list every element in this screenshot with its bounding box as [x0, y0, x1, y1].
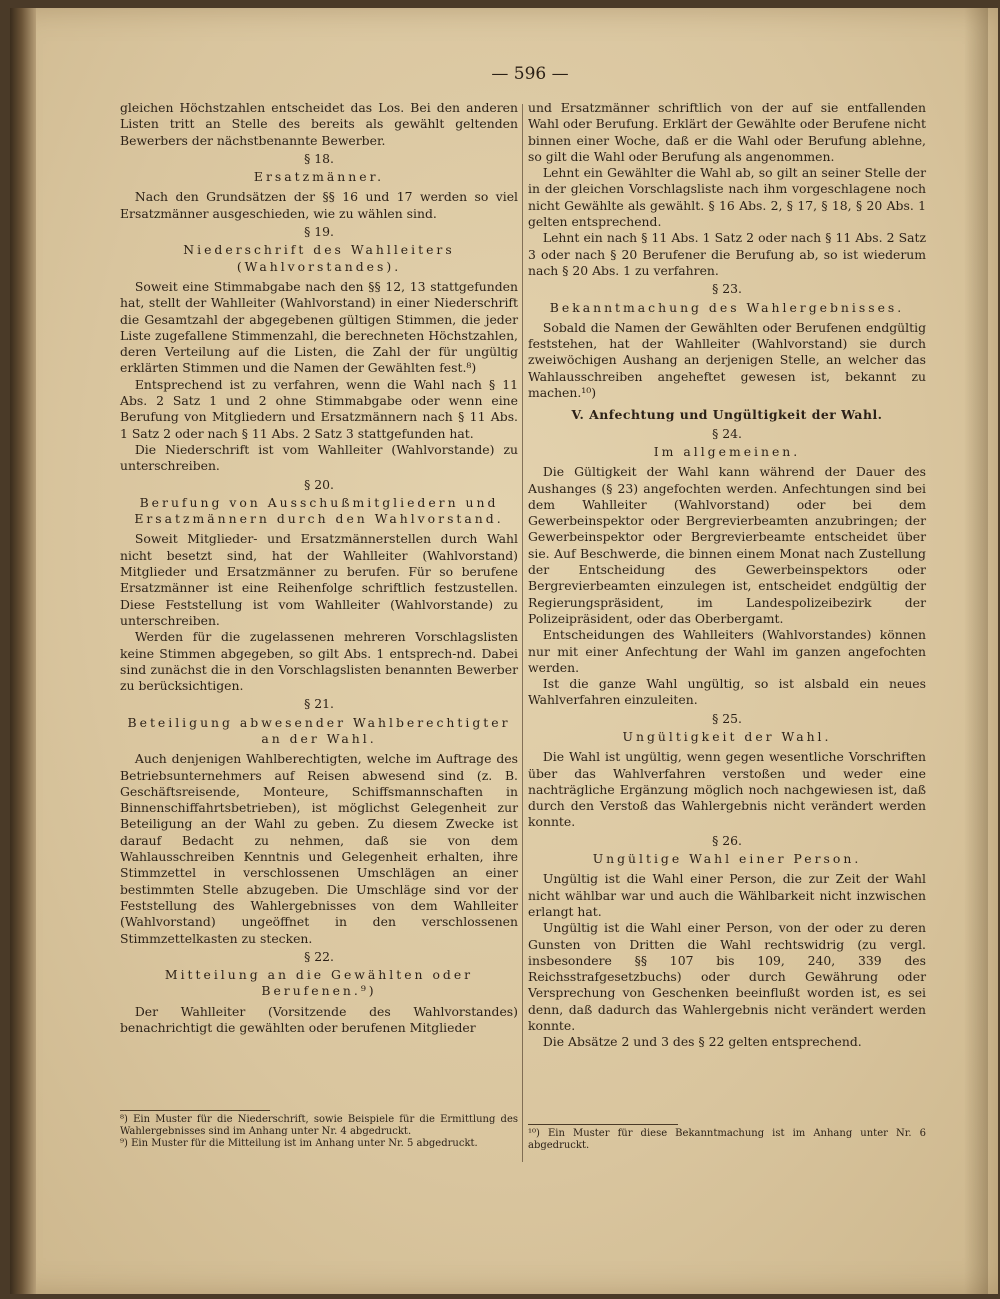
paragraph: Nach den Grundsätzen der §§ 16 und 17 werden so viel Ersatzmänner ausgeschieden, wie zu wählen sind. [120, 189, 518, 221]
binding-gutter [10, 8, 36, 1294]
paragraph: Soweit Mitglieder- und Ersatzmännerstellen durch Wahl nicht besetzt sind, hat der Wahlleiter (Wahlvorstand) Mitglieder und Ersatzmänner zu berufen. Für so berufene Ersatzmänner ist eine Reihenfolge schriftlich festzustellen. Diese Feststellung ist vom Wahlleiter (Wahlvorstande) zu unterschreiben. [120, 531, 518, 628]
column-divider [522, 104, 523, 1162]
paragraph: gleichen Höchstzahlen entscheidet das Los. Bei den anderen Listen tritt an Stelle des bereits als gewählt geltenden Bewerbers der nächstbenannte Bewerber. [120, 100, 518, 148]
paragraph: Entsprechend ist zu verfahren, wenn die Wahl nach § 11 Abs. 2 Satz 1 und 2 ohne Stimmabgabe oder wenn eine Berufung von Mitgliedern und Ersatzmännern nach § 11 Abs. 1 Satz 2 oder nach § 11 Abs. 2 Satz 3 stattgefunden hat. [120, 376, 518, 441]
paragraph: Entscheidungen des Wahlleiters (Wahlvorstandes) können nur mit einer Anfechtung der Wahl im ganzen angefochten werden. [528, 627, 926, 675]
footnote: ⁸) Ein Muster für die Niederschrift, sowie Beispiele für die Ermittlung des Wahlergebnisses sind im Anhang unter Nr. 4 abgedruckt. [120, 1114, 518, 1137]
paragraph: Die Wahl ist ungültig, wenn gegen wesentliche Vorschriften über das Wahlverfahren verstoßen und weder eine nachträgliche Ergänzung möglich noch nachgewiesen ist, daß durch den Verstoß das Wahlergebnis nicht verändert werden konnte. [528, 749, 926, 830]
left-footnotes [120, 1106, 518, 1150]
section-number: § 23. [712, 281, 742, 297]
right-column [528, 100, 926, 1051]
footnote-rule [528, 1124, 678, 1125]
paragraph: Die Niederschrift ist vom Wahlleiter (Wahlvorstande) zu unterschreiben. [120, 441, 518, 474]
paragraph: Ist die ganze Wahl ungültig, so ist alsbald ein neues Wahlverfahren einzuleiten. [528, 676, 926, 708]
section-heading: Ungültigkeit der Wahl. [622, 728, 832, 744]
section-number: § 26. [712, 832, 742, 848]
paragraph: Auch denjenigen Wahlberechtigten, welche im Auftrage des Betriebsunternehmers auf Reisen abwesend sind (z. B. Geschäftsreisende, Monteure, Schiffsmannschaften in Binnenschiffahrtsbetrieben), ist möglichst Gelegenheit zur Beteiligung an der Wahl zu geben. Zu diesem Zwecke ist darauf Bedacht zu nehmen, daß sie von dem Wahlausschreiben Kenntnis und Gelegenheit erhalten, ihre Stimmzettel in verschlossenen Umschlägen an einer bestimmten Stelle abzugeben. Die Umschläge sind vor der Feststellung des Wahlergebnisses von dem Wahlleiter (Wahlvorstand) ungeöffnet in den verschlossenen Stimmzettelkasten zu stecken. [120, 751, 518, 946]
page-edge-shadow [964, 8, 988, 1294]
section-heading: Mitteilung an die Gewählten oder Berufenen.⁹) [164, 967, 474, 999]
paragraph: Sobald die Namen der Gewählten oder Berufenen endgültig feststehen, hat der Wahlleiter (Wahlvorstand) sie durch zweiwöchigen Aushang an derjenigen Stelle, an welcher das Wahlausschreiben angeheftet gewesen ist, bekannt zu machen.¹⁰) [528, 319, 926, 401]
section-number: § 25. [712, 710, 742, 726]
section-number: § 20. [304, 476, 334, 492]
section-heading: Ungültige Wahl einer Person. [592, 851, 862, 867]
section-heading: Ersatzmänner. [253, 169, 385, 185]
paragraph: Soweit eine Stimmabgabe nach den §§ 12, 13 stattgefunden hat, stellt der Wahlleiter (Wahlvorstand) in einer Niederschrift die Gesamtzahl der abgegebenen gültigen Stimmen, die jeder Liste zugefallene Stimmenzahl, die berechneten Höchstzahlen, deren Verteilung auf die Listen, die Zahl der für ungültig erklärten Stimmen und die Namen der Gewählten fest.⁸) [120, 278, 518, 376]
section-heading: Niederschrift des Wahlleiters (Wahlvorstandes). [183, 242, 455, 274]
page-number: — 596 — [491, 64, 569, 84]
section-heading: Beteiligung abwesender Wahlberechtigter an der Wahl. [127, 714, 511, 746]
chapter-heading: V. Anfechtung und Ungültigkeit der Wahl. [571, 407, 883, 423]
section-heading: Berufung von Ausschußmitgliedern und Ersatzmännern durch den Wahlvorstand. [134, 494, 504, 527]
paragraph: Werden für die zugelassenen mehreren Vorschlagslisten keine Stimmen abgegeben, so gilt Abs. 1 entsprech-nd. Dabei sind zunächst die in den Vorschlagslisten benannten Bewerber zu berücksichtigen. [120, 629, 518, 694]
section-number: § 24. [712, 425, 742, 441]
footnote: ¹⁰) Ein Muster für diese Bekanntmachung ist im Anhang unter Nr. 6 abgedruckt. [528, 1128, 926, 1151]
section-number: § 22. [304, 948, 334, 964]
left-column [120, 100, 518, 1036]
section-heading: Bekanntmachung des Wahlergebnisses. [549, 299, 905, 315]
paragraph: Lehnt ein nach § 11 Abs. 1 Satz 2 oder nach § 11 Abs. 2 Satz 3 oder nach § 20 Berufener die Berufung ab, so ist wiederum nach § 20 Abs. 1 zu verfahren. [528, 230, 926, 278]
footnote: ⁹) Ein Muster für die Mitteilung ist im Anhang unter Nr. 5 abgedruckt. [120, 1138, 478, 1149]
section-number: § 21. [304, 696, 334, 712]
section-number: § 18. [304, 150, 334, 166]
paragraph: und Ersatzmänner schriftlich von der auf sie entfallenden Wahl oder Berufung. Erklärt der Gewählte oder Berufene nicht binnen einer Woche, daß er die Wahl oder Berufung ablehne, so gilt die Wahl oder Berufung als angenommen. [528, 100, 926, 164]
paragraph: Die Absätze 2 und 3 des § 22 gelten entsprechend. [542, 1034, 862, 1050]
paragraph: Die Gültigkeit der Wahl kann während der Dauer des Aushanges (§ 23) angefochten werden. Anfechtungen sind bei dem Wahlleiter (Wahlvorstand) oder bei dem Gewerbeinspektor oder Bergrevierbeamten anzubringen; der Gewerbeinspektor oder Bergrevierbeamte entscheidet über sie. Auf Beschwerde, die binnen einem Monat nach Zustellung der Entscheidung des Gewerbeinspektors oder Bergrevierbeamten einzulegen ist, entscheidet endgültig der Regierungspräsident, im Landespolizeibezirk der Polizeipräsident, oder das Oberbergamt. [528, 464, 926, 626]
section-number: § 19. [304, 224, 334, 240]
paragraph: Ungültig ist die Wahl einer Person, die zur Zeit der Wahl nicht wählbar war und auch die Wählbarkeit nicht inzwischen erlangt hat. [528, 871, 926, 919]
right-footnotes [528, 1120, 926, 1152]
paragraph: Lehnt ein Gewählter die Wahl ab, so gilt an seiner Stelle der in der gleichen Vorschlagsliste nach ihm vorgeschlagene noch nicht Gewählte als gewählt. § 16 Abs. 2, § 17, § 18, § 20 Abs. 1 gelten entsprechend. [528, 165, 926, 230]
section-heading: Im allgemeinen. [653, 443, 801, 459]
paragraph: Ungültig ist die Wahl einer Person, von der oder zu deren Gunsten von Dritten die Wahl rechtswidrig (zu vergl. insbesondere §§ 107 bis 109, 240, 339 des Reichsstrafgesetzbuchs) oder durch Gewährung oder Versprechung von Geschenken beeinflußt worden ist, es sei denn, daß dadurch das Wahlergebnis nicht verändert werden konnte. [528, 920, 926, 1034]
paragraph: Der Wahlleiter (Vorsitzende des Wahlvorstandes) benachrichtigt die gewählten oder berufenen Mitglieder [120, 1003, 518, 1036]
footnote-rule [120, 1110, 270, 1111]
